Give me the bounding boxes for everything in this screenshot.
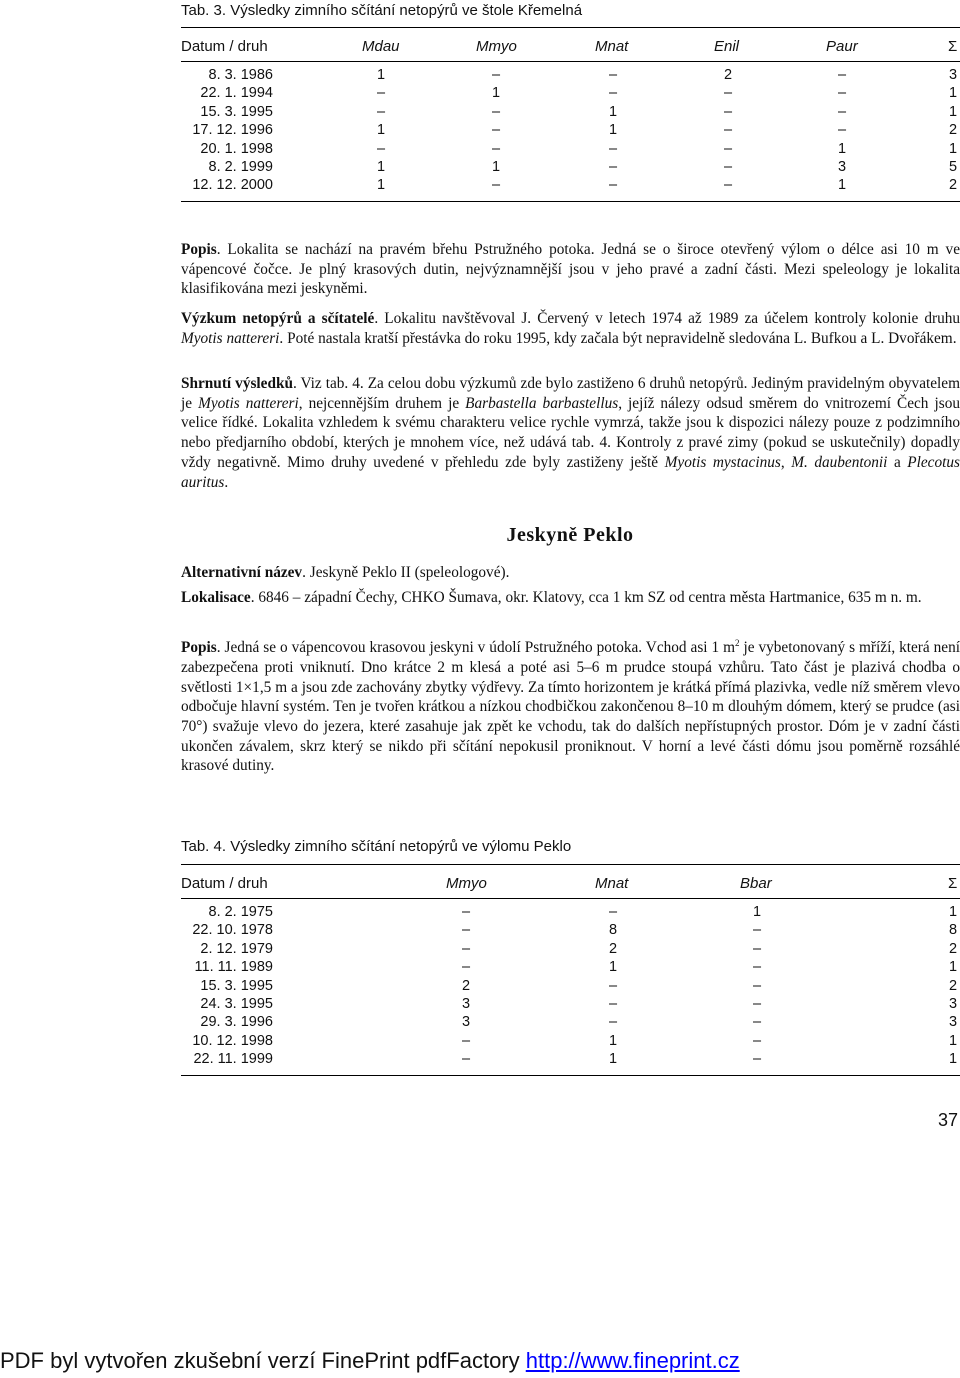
table3-cell-sum: 1 (949, 103, 958, 120)
table4-cell-mmyo: – (462, 1032, 471, 1049)
table3-cell-mdau: – (377, 85, 386, 102)
peklo-lokalisace-paragraph: Lokalisace. 6846 – západní Čechy, CHKO Šumava, okr. Klatovy, cca 1 km SZ od centra města Hartmanice, 635 m n. m. (181, 589, 922, 606)
table4-cell-date: 15. 3. 1995 (200, 977, 273, 994)
table4-header-mmyo: Mmyo (446, 875, 487, 892)
table3-cell-date: 12. 12. 2000 (192, 177, 273, 194)
table3-header-mnat: Mnat (595, 38, 629, 55)
table4-cell-date: 8. 2. 1975 (208, 904, 273, 920)
table3-header-sum: Σ (948, 38, 958, 55)
table3-header-rule (181, 61, 960, 62)
table4-cell-mmyo: 2 (462, 977, 471, 994)
table4-cell-bbar: – (753, 959, 762, 976)
table4-cell-mmyo: – (462, 904, 471, 920)
table4-cell-mnat: 8 (609, 922, 618, 939)
table-row (0, 177, 960, 195)
table-row (0, 85, 960, 103)
table4-cell-mmyo: – (462, 959, 471, 976)
table4-cell-bbar: – (753, 1014, 762, 1031)
table3-cell-enil: – (724, 122, 733, 139)
table-row (0, 959, 960, 977)
table4-header-row (0, 875, 960, 895)
table3-cell-mmyo: – (492, 177, 501, 194)
table-row (0, 1014, 960, 1032)
table3-cell-enil: – (724, 177, 733, 194)
pdf-footer (0, 1348, 740, 1374)
table3-cell-sum: 2 (949, 122, 958, 139)
table3-cell-paur: 1 (838, 177, 847, 194)
table3-cell-paur: – (838, 122, 847, 139)
table-row (0, 1033, 960, 1051)
table3-cell-enil: – (724, 103, 733, 120)
peklo-alt-name-paragraph: Alternativní název. Jeskyně Peklo II (speleologové). (181, 564, 510, 581)
table3-cell-paur: 1 (838, 140, 847, 157)
table4-cell-mnat: – (609, 996, 618, 1012)
table3-header-mdau: Mdau (362, 38, 400, 55)
table4-cell-mnat: 1 (609, 1032, 618, 1049)
table3-cell-paur: – (838, 85, 847, 102)
table3-cell-paur: – (838, 103, 847, 120)
table4-cell-sum: 2 (949, 940, 958, 957)
table3-top-rule (181, 27, 960, 28)
fineprint-link[interactable]: http://www.fineprint.cz (525, 1348, 740, 1373)
table3-cell-mmyo: – (492, 140, 501, 157)
table3-caption: Tab. 3. Výsledky zimního sčítání netopýrů ve štole Křemelná (181, 2, 583, 19)
table3-header-paur: Paur (826, 38, 858, 55)
table4-cell-bbar: – (753, 996, 762, 1012)
table3-cell-mnat: 1 (609, 122, 618, 139)
table3-cell-mdau: 1 (377, 67, 386, 83)
page-number: 37 (937, 1110, 958, 1130)
table4-bottom-rule (181, 1075, 960, 1076)
table3-header-row (0, 38, 960, 58)
table4-cell-date: 24. 3. 1995 (200, 996, 273, 1012)
table-row (0, 996, 960, 1014)
table4-cell-sum: 3 (949, 996, 958, 1012)
table4-header-mnat: Mnat (595, 875, 629, 892)
table4-cell-sum: 2 (949, 977, 958, 994)
table4-cell-date: 22. 11. 1999 (193, 1051, 273, 1068)
table3-cell-mnat: – (609, 67, 618, 83)
table4-cell-sum: 3 (949, 1014, 958, 1031)
table3-cell-mnat: – (609, 140, 618, 157)
table3-cell-mnat: 1 (609, 103, 618, 120)
table3-cell-date: 15. 3. 1995 (200, 103, 273, 120)
section-title: Jeskyně Peklo (506, 524, 634, 546)
table4-cell-mnat: 1 (609, 959, 618, 976)
table-row (0, 1051, 960, 1069)
table4-cell-date: 11. 11. 1989 (194, 959, 273, 976)
peklo-popis-paragraph: Popis. Jedná se o vápencovou krasovou jeskyni v údolí Pstružného potoka. Vchod asi 1 $m^2$ je vybetonovaný s mříží, která není zabezpečena proti vniknutí. Dno krátce 2 m klesá a poté asi 5–6 m prudce stoupá vzhůru. Tato část je plazivá chodba o světlosti 1×1,5 m a jsou zde zachovány zbytky výdřevy. Za tímto horizontem je krátká přímá plazivka, vedle níž směrem vlevo odbočuje hlavní systém. Ten je tvořen krátkou a nízkou chodbičkou zakončenou 8–10 m dlouhým dómem, který se prudce (asi 70°) svažuje vlevo do jezera, které zasahuje jak zpět ke vchodu, tak do dalších nepřístupných prostor. Dóm je v zadní části ukončen závalem, skrz který se nikdo při sčítání nepokusil proniknout. V horní a levé části dómu jsou poměrně rozsáhlé krasové dutiny. (181, 638, 960, 775)
table3-cell-mdau: – (377, 140, 386, 157)
table4-cell-date: 2. 12. 1979 (200, 940, 273, 957)
table3-cell-mnat: – (609, 85, 618, 102)
table3-cell-mmyo: 1 (492, 85, 501, 102)
table4-caption: Tab. 4. Výsledky zimního sčítání netopýrů ve výlomu Peklo (181, 838, 572, 855)
table4-cell-mmyo: – (462, 922, 471, 939)
table3-cell-date: 17. 12. 1996 (192, 122, 273, 139)
table4-cell-bbar: – (753, 922, 762, 939)
table3-cell-sum: 1 (949, 140, 958, 157)
table4-cell-sum: 1 (949, 904, 958, 920)
table-row (0, 978, 960, 996)
table3-cell-sum: 1 (949, 85, 958, 102)
table4-cell-sum: 1 (949, 1032, 958, 1049)
table3-cell-date: 8. 3. 1986 (208, 67, 273, 83)
table3-cell-mmyo: 1 (492, 159, 501, 175)
table4-cell-bbar: – (753, 940, 762, 957)
table3-cell-sum: 2 (949, 177, 958, 194)
table4-header-date: Datum / druh (181, 875, 268, 892)
table4-cell-mmyo: 3 (462, 1014, 471, 1031)
table3-cell-enil: – (724, 85, 733, 102)
table-row (0, 904, 960, 922)
table3-header-enil: Enil (714, 38, 740, 55)
table3-cell-enil: – (724, 159, 733, 175)
table4-cell-mnat: 1 (609, 1051, 618, 1068)
table-row (0, 922, 960, 940)
table3-cell-date: 20. 1. 1998 (200, 140, 273, 157)
table4-header-bbar: Bbar (740, 875, 772, 892)
table3-cell-mmyo: – (492, 103, 501, 120)
table4-cell-bbar: – (753, 1051, 762, 1068)
table3-cell-paur: 3 (838, 159, 847, 175)
table3-bottom-rule (181, 201, 960, 202)
kremelna-shrnuti-paragraph: Shrnutí výsledků. Viz tab. 4. Za celou dobu výzkumů zde bylo zastiženo 6 druhů netopýrů. Jediným pravidelným obyvatelem je Myotis nattereri, nejcennějším druhem je Barbastella barbastellus, jejíž nálezy odsud směrem do vnitrozemí Čech jsou velice řídké. Lokalita vzhledem k svému charakteru velice rychle vymrzá, takže jsou k dispozici nálezy pouze z podzimního nebo předjarního období, kterých je mnohem více, než udává tab. 4. Kontroly z pravé zimy (pokud se uskutečnily) dopadly vždy negativně. Mimo druhy uvedené v přehledu zde byly zastiženy ještě Myotis mystacinus, M. daubentonii a Plecotus auritus. (181, 375, 960, 491)
kremelna-vyzkum-paragraph: Výzkum netopýrů a sčítatelé. Lokalitu navštěvoval J. Červený v letech 1974 až 1989 za účelem kontroly kolonie druhu Myotis nattereri. Poté nastala kratší přestávka do roku 1995, kdy začala být nepravidelně sledována L. Bufkou a L. Dvořákem. (181, 310, 960, 347)
table-row (0, 141, 960, 159)
table4-cell-date: 22. 10. 1978 (192, 922, 273, 939)
table3-cell-mdau: 1 (377, 159, 386, 175)
table3-header-date: Datum / druh (181, 38, 268, 55)
table3-cell-mnat: – (609, 159, 618, 175)
table3-cell-enil: – (724, 140, 733, 157)
table3-cell-sum: 3 (949, 67, 958, 83)
pdf-footer-text: PDF byl vytvořen zkušební verzí FinePrint pdfFactory (0, 1348, 526, 1373)
table3-cell-date: 22. 1. 1994 (200, 85, 273, 102)
table-row (0, 941, 960, 959)
table4-cell-mmyo: – (462, 1051, 471, 1068)
table-row (0, 122, 960, 140)
table3-header-mmyo: Mmyo (476, 38, 517, 55)
table4-cell-mnat: 2 (609, 940, 618, 957)
table4-cell-date: 29. 3. 1996 (200, 1014, 273, 1031)
table3-cell-sum: 5 (949, 159, 958, 175)
table4-cell-mnat: – (609, 977, 618, 994)
table-row (0, 159, 960, 177)
table4-header-rule (181, 898, 960, 899)
table4-cell-mnat: – (609, 904, 618, 920)
table4-cell-sum: 1 (949, 959, 958, 976)
table3-cell-mdau: – (377, 103, 386, 120)
table4-cell-date: 10. 12. 1998 (192, 1032, 273, 1049)
table3-cell-mmyo: – (492, 122, 501, 139)
table-row (0, 104, 960, 122)
table4-cell-mmyo: 3 (462, 996, 471, 1012)
table3-cell-mdau: 1 (377, 122, 386, 139)
table3-cell-mmyo: – (492, 67, 501, 83)
table3-cell-mnat: – (609, 177, 618, 194)
table4-cell-mmyo: – (462, 940, 471, 957)
table3-cell-paur: – (838, 67, 847, 83)
table4-cell-bbar: 1 (753, 904, 762, 920)
table4-cell-bbar: – (753, 1032, 762, 1049)
table-row (0, 67, 960, 85)
table3-cell-enil: 2 (724, 67, 733, 83)
kremelna-popis-paragraph: Popis. Lokalita se nachází na pravém břehu Pstružného potoka. Jedná se o široce otevřený výlom o délce asi 10 m ve vápencové čočce. Je plný krasových dutin, nejvýznamnější jsou v jeho pravé a zadní části. Mezi speleology je lokalita klasifikována mezi jeskyněmi. (181, 241, 960, 298)
table4-cell-sum: 8 (949, 922, 958, 939)
table4-top-rule (181, 864, 960, 865)
table3-cell-mdau: 1 (377, 177, 386, 194)
table4-cell-sum: 1 (949, 1051, 958, 1068)
table4-cell-mnat: – (609, 1014, 618, 1031)
table4-header-sum: Σ (948, 875, 958, 892)
table3-cell-date: 8. 2. 1999 (208, 159, 273, 175)
table4-cell-bbar: – (753, 977, 762, 994)
